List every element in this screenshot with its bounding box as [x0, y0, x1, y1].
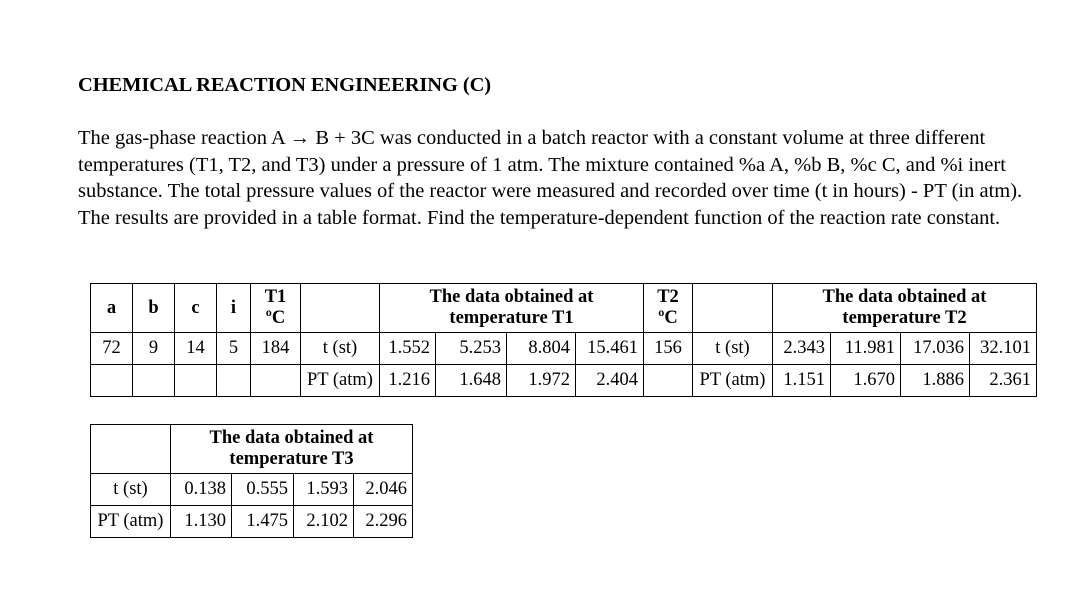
t2-time-cell: 2.343 [773, 333, 831, 365]
t2-time-cell: 17.036 [901, 333, 970, 365]
t1-label: T1 [264, 287, 287, 307]
t1-time-cell: 5.253 [436, 333, 507, 365]
header-i: i [217, 284, 251, 333]
t3-time-cell: 1.593 [294, 474, 354, 506]
t3-pressure-cell: 1.130 [171, 506, 232, 538]
value-a: 72 [91, 333, 133, 365]
empty-cell [133, 365, 175, 397]
t3-row-time [91, 474, 413, 506]
t1-time-cell: 15.461 [576, 333, 644, 365]
table-header-row [91, 284, 1037, 333]
empty-header-cell [301, 284, 380, 333]
t3-time-cell: 0.138 [171, 474, 232, 506]
t3-block-header: The data obtained at temperature T3 [171, 425, 413, 474]
t2-time-cell: 32.101 [970, 333, 1037, 365]
t2-label: T2 [657, 287, 679, 307]
value-t1: 184 [251, 333, 301, 365]
t3-pressure-cell: 2.296 [354, 506, 413, 538]
value-b: 9 [133, 333, 175, 365]
value-c: 14 [175, 333, 217, 365]
empty-header-cell [693, 284, 773, 333]
row-label-pressure: PT (atm) [91, 506, 171, 538]
t3-time-cell: 0.555 [232, 474, 294, 506]
t2-block-header: The data obtained at temperature T2 [773, 284, 1037, 333]
row-label-pressure: PT (atm) [693, 365, 773, 397]
row-label-pressure: PT (atm) [301, 365, 380, 397]
t1-pressure-cell: 2.404 [576, 365, 644, 397]
empty-cell [91, 365, 133, 397]
t1-pressure-cell: 1.972 [507, 365, 576, 397]
row-label-time: t (st) [91, 474, 171, 506]
t3-time-cell: 2.046 [354, 474, 413, 506]
t3-pressure-cell: 2.102 [294, 506, 354, 538]
t2-pressure-cell: 2.361 [970, 365, 1037, 397]
row-label-time: t (st) [693, 333, 773, 365]
header-t1 [251, 284, 301, 333]
t2-time-cell: 11.981 [831, 333, 901, 365]
header-c: c [175, 284, 217, 333]
t3-header-row [91, 425, 413, 474]
empty-cell [644, 365, 693, 397]
header-t2 [644, 284, 693, 333]
t1-time-cell: 8.804 [507, 333, 576, 365]
t1-pressure-cell: 1.648 [436, 365, 507, 397]
t1-block-header: The data obtained at temperature T1 [380, 284, 644, 333]
t3-pressure-cell: 1.475 [232, 506, 294, 538]
value-i: 5 [217, 333, 251, 365]
document-title: CHEMICAL REACTION ENGINEERING (C) [78, 74, 492, 96]
table-row-pressure [91, 365, 1037, 397]
t2-unit: ºC [658, 308, 678, 328]
row-label-time: t (st) [301, 333, 380, 365]
t2-pressure-cell: 1.886 [901, 365, 970, 397]
empty-cell [175, 365, 217, 397]
t2-pressure-cell: 1.151 [773, 365, 831, 397]
reaction-data-table [90, 283, 1037, 397]
value-t2: 156 [644, 333, 693, 365]
empty-header-cell [91, 425, 171, 474]
problem-statement: The gas-phase reaction A → B + 3C was conducted in a batch reactor with a constant volume at three different temperatures (T1, T2, and T3) under a pressure of 1 atm. The mixture contained %a A, %b B, %c C, and %i inert substance. The total pressure values of the reactor were measured and recorded over time (t in hours) - PT (in atm). The results are provided in a table format. Find the temperature-dependent function of the reaction rate constant. [78, 127, 1023, 229]
t2-pressure-cell: 1.670 [831, 365, 901, 397]
empty-cell [251, 365, 301, 397]
t1-pressure-cell: 1.216 [380, 365, 436, 397]
header-b: b [133, 284, 175, 333]
header-a: a [91, 284, 133, 333]
t1-time-cell: 1.552 [380, 333, 436, 365]
t1-unit: ºC [265, 308, 286, 328]
t3-row-pressure [91, 506, 413, 538]
table-row-time [91, 333, 1037, 365]
empty-cell [217, 365, 251, 397]
t3-data-table [90, 424, 413, 538]
